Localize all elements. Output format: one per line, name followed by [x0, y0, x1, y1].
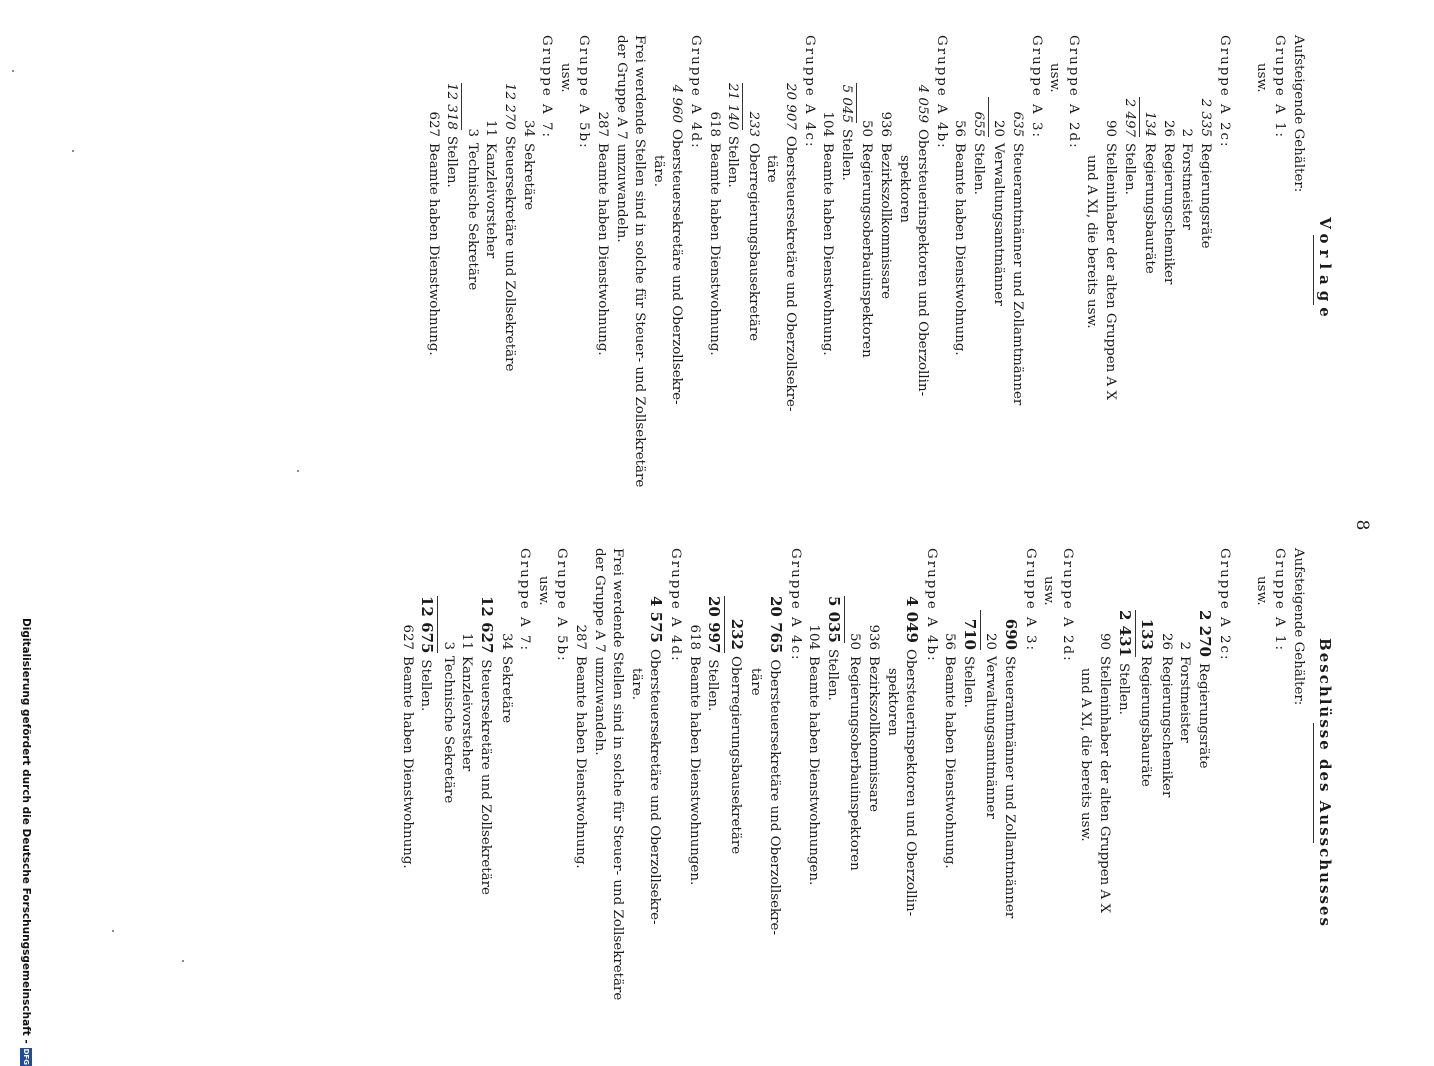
position-count: 104 — [820, 111, 836, 137]
position-count: 20 997 — [705, 596, 724, 654]
position-count: 11 — [483, 119, 499, 137]
line-text: Beamte haben Dienstwohnung. — [952, 143, 968, 356]
document-line — [882, 548, 901, 1018]
line-text: täre — [764, 155, 780, 183]
line-text: Kanzleivorsteher — [483, 143, 499, 259]
position-count: 710 — [960, 610, 981, 650]
document-line — [1288, 548, 1307, 1018]
document-line — [1076, 548, 1095, 1018]
line-text: Gruppe A 4b: — [923, 548, 939, 663]
line-text: Beamte haben Dienstwohnung. — [942, 656, 958, 869]
document-line — [780, 35, 799, 505]
position-count: 34 — [498, 632, 514, 650]
left-column-title: Vorlage — [1316, 217, 1334, 323]
line-text: Obersteuersekretäre und Oberzollsekre- — [669, 129, 685, 405]
document-line — [1082, 35, 1101, 505]
line-text: Regierungsoberbauinspektoren — [859, 143, 875, 358]
document-line — [570, 548, 589, 1018]
document-line — [496, 548, 515, 1018]
line-text: Technische Sekretäre — [464, 143, 480, 291]
position-count: 11 — [459, 632, 475, 650]
document-line — [1233, 548, 1252, 1018]
document-line — [958, 548, 981, 1018]
position-count: 936 — [865, 624, 881, 650]
group-heading — [1063, 35, 1082, 505]
dfg-logo: DFG — [22, 1048, 30, 1065]
digitization-credit — [20, 618, 32, 1066]
line-text: Steuersekretäre und Zollsekretäre — [478, 659, 494, 895]
position-count: 3 — [464, 128, 480, 137]
position-count: 3 — [440, 641, 456, 650]
line-text: Gruppe A 4b: — [933, 35, 949, 150]
position-count: 12 318 — [442, 83, 463, 130]
document-line — [1045, 35, 1064, 505]
line-text: Gruppe A 2d: — [1065, 35, 1081, 150]
position-count: 50 — [859, 119, 875, 137]
position-count: 34 — [520, 119, 536, 137]
position-count: 21 140 — [723, 83, 744, 130]
line-text: und A XI, die bereits usw. — [1084, 155, 1100, 329]
line-text: Stellen. — [725, 135, 741, 188]
line-text: Gruppe A 5b: — [554, 548, 570, 663]
scan-speck — [297, 470, 299, 472]
position-count: 50 — [847, 632, 863, 650]
line-text: Stellen. — [824, 648, 840, 701]
line-text: täre. — [650, 155, 666, 187]
position-count: 2 — [1179, 128, 1195, 137]
document-line — [981, 548, 1000, 1018]
line-text: Obersteuersekretäre und Oberzollsekre- — [782, 135, 798, 412]
line-text: Aufsteigende Gehälter: — [1291, 548, 1306, 706]
document-line — [1288, 35, 1307, 505]
position-count: 26 — [1160, 119, 1176, 137]
document-line — [416, 548, 439, 1018]
line-text: Stellen. — [838, 129, 854, 181]
position-count: 4 059 — [915, 84, 931, 123]
document-line — [442, 35, 463, 505]
position-count: 5 045 — [836, 83, 857, 123]
position-count: 90 — [1097, 632, 1113, 650]
position-count: 690 — [1002, 618, 1021, 650]
document-line — [626, 548, 645, 1018]
group-heading — [799, 35, 818, 505]
line-text: Steuersekretäre und Zollsekretäre — [502, 135, 518, 372]
right-column-title: Beschlüsse des Ausschusses — [1316, 638, 1334, 928]
group-heading — [665, 548, 684, 1018]
position-count: 655 — [968, 97, 989, 137]
line-text: Technische Sekretäre — [440, 656, 456, 804]
line-text: usw. — [1253, 576, 1269, 606]
line-text: täre — [748, 668, 764, 696]
document-line — [1094, 548, 1113, 1018]
scan-speck — [112, 930, 114, 932]
line-text: Gruppe A 1: — [1272, 35, 1288, 140]
line-text: Gruppe A 7: — [539, 35, 555, 140]
document-line — [1251, 548, 1270, 1018]
document-line — [1156, 548, 1175, 1018]
line-text: Stellen. — [418, 659, 434, 712]
line-text: Obersteuersekretäre und Oberzollsekre- — [647, 648, 663, 925]
note-paragraph — [611, 35, 648, 505]
scan-speck — [72, 150, 74, 152]
document-line — [462, 35, 481, 505]
position-count: 5 035 — [824, 596, 843, 643]
document-line — [1039, 548, 1058, 1018]
title-rule — [1313, 723, 1314, 843]
line-text: Beamte haben Dienstwohnung. — [595, 143, 611, 356]
scan-speck — [12, 70, 14, 72]
line-text: Regierungsbauräte — [1138, 656, 1154, 787]
document-line — [423, 35, 442, 505]
document-line — [913, 35, 932, 505]
position-count: 26 — [1158, 632, 1174, 650]
line-text: Regierungsräte — [1196, 662, 1212, 769]
line-text: Beamte haben Dienstwohnung. — [820, 143, 836, 356]
position-count: 287 — [573, 624, 589, 650]
line-text: Kanzleivorsteher — [459, 656, 475, 772]
position-count: 56 — [952, 119, 968, 137]
line-text: Beamte haben Dienstwohnungen. — [806, 656, 822, 886]
line-text: Regierungsräte — [1198, 143, 1214, 249]
line-text: Gruppe A 4d: — [668, 548, 683, 663]
line-text: Regierungschemiker — [1160, 143, 1176, 285]
line-text: Sekretäre — [520, 143, 536, 211]
position-count: 2 — [1177, 641, 1193, 650]
group-heading — [1270, 35, 1289, 505]
left-column-lines — [423, 35, 1307, 505]
position-count: 134 — [1142, 111, 1158, 137]
line-text: Gruppe A 3: — [1028, 35, 1044, 140]
line-text: Beamte haben Dienstwohnung. — [425, 143, 441, 356]
line-text: Steueramtmänner und Zollamtmänner — [1002, 656, 1018, 919]
position-count: 618 — [686, 624, 702, 650]
page-number: 8 — [1352, 519, 1372, 531]
line-text: und A XI, die bereits usw. — [1078, 668, 1094, 842]
group-heading — [1026, 35, 1045, 505]
position-count: 12 270 — [502, 83, 518, 130]
position-count: 56 — [942, 632, 958, 650]
position-count: 104 — [806, 624, 822, 650]
document-line — [845, 548, 864, 1018]
line-text: Beamte haben Dienstwohnungen. — [686, 656, 702, 886]
line-text: Obersteuerinspektoren und Oberzollin- — [903, 648, 919, 917]
document-line — [438, 548, 457, 1018]
line-text: Steueramtmänner und Zollamtmänner — [1010, 143, 1026, 406]
position-count: 232 — [727, 618, 746, 650]
line-text: Obersteuerinspektoren und Oberzollin- — [915, 129, 931, 397]
document-line — [875, 35, 894, 505]
document-line — [645, 548, 666, 1018]
document-line — [1195, 35, 1214, 505]
position-count: 12 675 — [418, 596, 437, 654]
position-count: 20 907 — [782, 83, 798, 130]
group-heading — [1020, 548, 1039, 1018]
line-text: Bezirkszollkommissare — [865, 656, 881, 813]
document-line — [743, 35, 762, 505]
document-line — [555, 35, 574, 505]
document-line — [762, 35, 781, 505]
line-text: Regierungsbauräte — [1142, 143, 1158, 274]
line-text: Gruppe A 3: — [1022, 548, 1038, 653]
document-line — [592, 35, 611, 505]
document-line — [397, 548, 416, 1018]
document-line — [481, 35, 500, 505]
position-count: 2 270 — [1196, 610, 1215, 657]
group-heading — [574, 35, 593, 505]
document-line — [1233, 35, 1252, 505]
line-text: Gruppe A 1: — [1272, 548, 1288, 653]
position-count: 20 765 — [766, 596, 785, 654]
document-line — [1113, 548, 1136, 1018]
line-text: Gruppe A 4c: — [787, 548, 803, 662]
line-text: Forstmeister — [1177, 656, 1193, 743]
position-count: 233 — [745, 111, 761, 137]
line-text: spektoren — [884, 668, 900, 736]
right-column — [397, 548, 1334, 1018]
group-heading — [552, 548, 571, 1018]
group-heading — [1214, 548, 1233, 1018]
line-text: Regierungschemiker — [1158, 656, 1174, 798]
position-count: 4 960 — [669, 84, 685, 123]
line-text: Beamte haben Dienstwohnung. — [399, 656, 415, 869]
line-text: Gruppe A 5b: — [576, 35, 592, 150]
line-text: Gruppe A 2c: — [1216, 35, 1232, 149]
line-text: usw. — [535, 576, 551, 606]
document-line — [836, 35, 857, 505]
document-line — [684, 548, 703, 1018]
document-line — [1008, 35, 1027, 505]
document-line — [1136, 548, 1157, 1018]
document-line — [499, 35, 518, 505]
document-line — [968, 35, 989, 505]
note-paragraph — [589, 548, 626, 1018]
document-line — [1140, 35, 1159, 505]
document-line — [940, 548, 959, 1018]
document-line — [648, 35, 667, 505]
scan-speck — [182, 960, 184, 962]
group-heading — [685, 35, 704, 505]
line-text: Stelleninhaber der alten Gruppen A X — [1097, 656, 1113, 913]
document-line — [667, 35, 686, 505]
document-line — [704, 35, 723, 505]
line-text: usw. — [1041, 576, 1057, 606]
position-count: 618 — [706, 111, 722, 137]
credit-text: Digitalisierung gefördert durch die Deutsche Forschungsgemeinschaft - — [20, 618, 32, 1044]
line-text: Beamte haben Dienstwohnung. — [573, 656, 589, 869]
line-text: Gruppe A 4c: — [801, 35, 817, 149]
line-text: usw. — [1047, 63, 1063, 93]
line-text: täre. — [628, 668, 644, 700]
document-line — [703, 548, 726, 1018]
document-line — [1158, 35, 1177, 505]
document-line — [518, 35, 537, 505]
title-rule — [1313, 235, 1314, 305]
document-line — [804, 548, 823, 1018]
document-line — [725, 548, 746, 1018]
position-count: 2 431 — [1115, 610, 1134, 657]
line-text: Gruppe A 4d: — [688, 35, 703, 150]
group-heading — [1057, 548, 1076, 1018]
line-text: Sekretäre — [498, 656, 514, 724]
line-text: Frei werdende Stellen sind in solche für Steuer- und Zollsekretäre der Gruppe A 7 umzuwandeln. — [591, 548, 626, 1001]
line-text: Stellen. — [444, 135, 460, 188]
line-text: Stellen. — [960, 656, 976, 708]
document-line — [863, 548, 882, 1018]
line-text: spektoren — [896, 155, 912, 223]
document-line — [746, 548, 765, 1018]
document-line — [533, 548, 552, 1018]
position-count: 133 — [1138, 618, 1157, 650]
group-heading — [931, 35, 950, 505]
right-column-lines — [397, 548, 1307, 1018]
document-line — [1177, 35, 1196, 505]
line-text: Aufsteigende Gehälter: — [1291, 35, 1306, 193]
document-line — [1175, 548, 1194, 1018]
line-text: Stellen. — [705, 659, 721, 712]
position-count: 4 575 — [647, 596, 666, 643]
position-count: 635 — [1010, 111, 1026, 137]
document-line — [989, 35, 1008, 505]
position-count: 936 — [877, 111, 893, 137]
document-line — [950, 35, 969, 505]
position-count: 20 — [983, 632, 999, 650]
position-count: 627 — [425, 111, 441, 137]
left-column — [423, 35, 1334, 505]
line-text: usw. — [557, 63, 573, 93]
line-text: Frei werdende Stellen sind in solche für Steuer- und Zollsekretäre der Gruppe A 7 umzuwandeln. — [613, 35, 648, 488]
line-text: Regierungsoberbauinspektoren — [847, 656, 863, 871]
position-count: 627 — [399, 624, 415, 650]
position-count: 2 497 — [1119, 97, 1140, 137]
document-line — [1193, 548, 1214, 1018]
line-text: Verwaltungsamtmänner — [991, 143, 1007, 306]
document-line — [818, 35, 837, 505]
line-text: Oberregierungsbausekretäre — [745, 143, 761, 342]
position-count: 2 335 — [1198, 98, 1214, 137]
line-text: Gruppe A 2d: — [1059, 548, 1075, 663]
line-text: Stellen. — [1115, 662, 1131, 715]
document-line — [723, 35, 744, 505]
document-line — [901, 548, 922, 1018]
group-heading — [921, 548, 940, 1018]
line-text: usw. — [1253, 63, 1269, 93]
line-text: Gruppe A 7: — [517, 548, 533, 653]
document-line — [857, 35, 876, 505]
document-line — [1100, 35, 1119, 505]
group-heading — [537, 35, 556, 505]
group-heading — [1214, 35, 1233, 505]
document-line — [1119, 35, 1140, 505]
group-heading — [785, 548, 804, 1018]
position-count: 20 — [991, 119, 1007, 137]
line-text: Stellen. — [1121, 143, 1137, 195]
document-line — [475, 548, 496, 1018]
group-heading — [515, 548, 534, 1018]
document-line — [457, 548, 476, 1018]
position-count: 90 — [1103, 119, 1119, 137]
line-text: Obersteuersekretäre und Oberzollsekre- — [766, 659, 782, 936]
line-text: Stelleninhaber der alten Gruppen A X — [1103, 143, 1119, 400]
document-line — [1251, 35, 1270, 505]
line-text: Beamte haben Dienstwohnung. — [706, 143, 722, 356]
document-line — [764, 548, 785, 1018]
line-text: Bezirkszollkommissare — [877, 143, 893, 300]
position-count: 287 — [595, 111, 611, 137]
line-text: Forstmeister — [1179, 143, 1195, 230]
line-text: Verwaltungsamtmänner — [983, 656, 999, 819]
document-line — [822, 548, 845, 1018]
position-count: 12 627 — [478, 596, 497, 654]
document-line — [1000, 548, 1021, 1018]
group-heading — [1270, 548, 1289, 1018]
line-text: Gruppe A 2c: — [1216, 548, 1232, 662]
document-line — [894, 35, 913, 505]
position-count: 4 049 — [903, 596, 922, 643]
line-text: Stellen. — [970, 143, 986, 195]
line-text: Oberregierungsbausekretäre — [727, 656, 743, 855]
